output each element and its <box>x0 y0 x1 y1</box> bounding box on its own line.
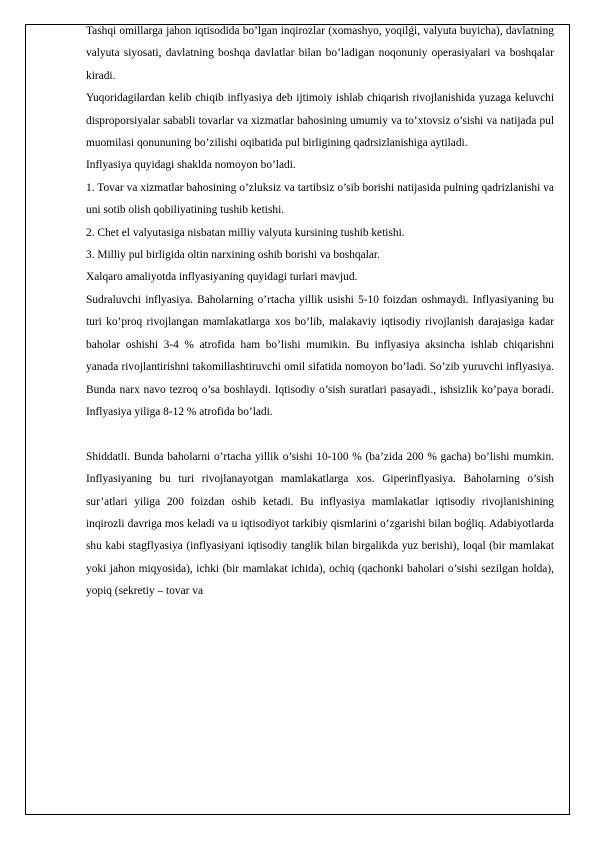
paragraph-creeping-inflation: Sudraluvchi inflyasiya. Baholarning o’rtacha yillik usishi 5-10 foizdan oshmaydi. Inflyasiyaning bu turi ko’proq rivojlangan mamlakatlarga xos bo’lib, malakaviy iqtisodiy rivojlanish darajasiga kadar baholar oshishi 3-4 % atrofida ham bo’lishi mumikin. Bu inflyasiya aksincha ishlab chiqarishni yanada rivojlantirishni takomillashtiruvchi omil sifatida nomoyon bo’ladi. So’zib yuruvchi inflyasiya. Bunda narx navo tezroq o’sa boshlaydi. Iqtisodiy o’sish suratlari pasayadi., ishsizlik ko’paya boradi. Inflyasiya yiliga 8-12 % atrofida bo’ladi. <box>86 293 554 418</box>
paragraph-inflation-definition: Yuqoridagilardan kelib chiqib inflyasiya deb ijtimoiy ishlab chiqarish rivojlanishida yuzaga keluvchi disproporsiyalar sababli tovarlar va xizmatlar bahosining umumiy va to’xtovsiz o’sishi va natijada pul muomilasi qonununing bo’zilishi oqibatida pul birligining qadrsizlanishiga aytiladi. <box>86 92 554 150</box>
list-item-1: 1. Tovar va xizmatlar bahosining o’zluksiz va tartibsiz o’sib borishi natijasida pulning qadrizlanishi va uni sotib olish qobiliyatining tushib ketishi. <box>86 181 554 217</box>
list-item-3: 3. Milliy pul birligida oltin narxining oshib borishi va boshqalar. <box>86 249 380 262</box>
paragraph-types-intro: Xalqaro amaliyotda inflyasiyaning quyidagi turlari mavjud. <box>86 271 358 284</box>
paragraph-external-factors: Tashqi omillarga jahon iqtisodida bo’lgan inqirozlar (xomashyo, yoqilǵi, valyuta buyicha), davlatning valyuta siyosati, davlatning boshqa davlatlar bilan bo’ladigan noqonuniy operasiyalari va boshqalar kiradi. <box>86 25 554 82</box>
document-body <box>86 20 554 603</box>
paragraph-galloping-inflation: Shiddatli. Bunda baholarni o’rtacha yillik o’sishi 10-100 % (ba’zida 200 % gacha) bo’lishi mumkin. Inflyasiyaning bu turi rivojlanayotgan mamlakatlarga xos. Giperinflyasiya. Baholarning o’sish sur’atlari yiliga 200 foizdan oshib ketadi. Bu inflyasiya mamlakatlar iqtisodiy rivojlanishining inqirozli davriga mos keladi va u iqtisodiyot tarkibiy qismlarini o’zgarishi bilan boǵliq. Adabiyotlarda shu kabi stagflyasiya (inflyasiyani iqtisodiy tanglik bilan birgalikda yuz berishi), loqal (bir mamlakat yoki jahon miqyosida), ichki (bir mamlakat ichida), ochiq (qachonki baholari o’sishi sezilgan holda), yopiq (sekretiy – tovar va <box>86 450 554 598</box>
list-item-2: 2. Chet el valyutasiga nisbatan milliy valyuta kursining tushib ketishi. <box>86 226 405 239</box>
paragraph-forms-intro: Inflyasiya quyidagi shaklda nomoyon bo’ladi. <box>86 159 296 172</box>
blank-line <box>86 423 554 445</box>
